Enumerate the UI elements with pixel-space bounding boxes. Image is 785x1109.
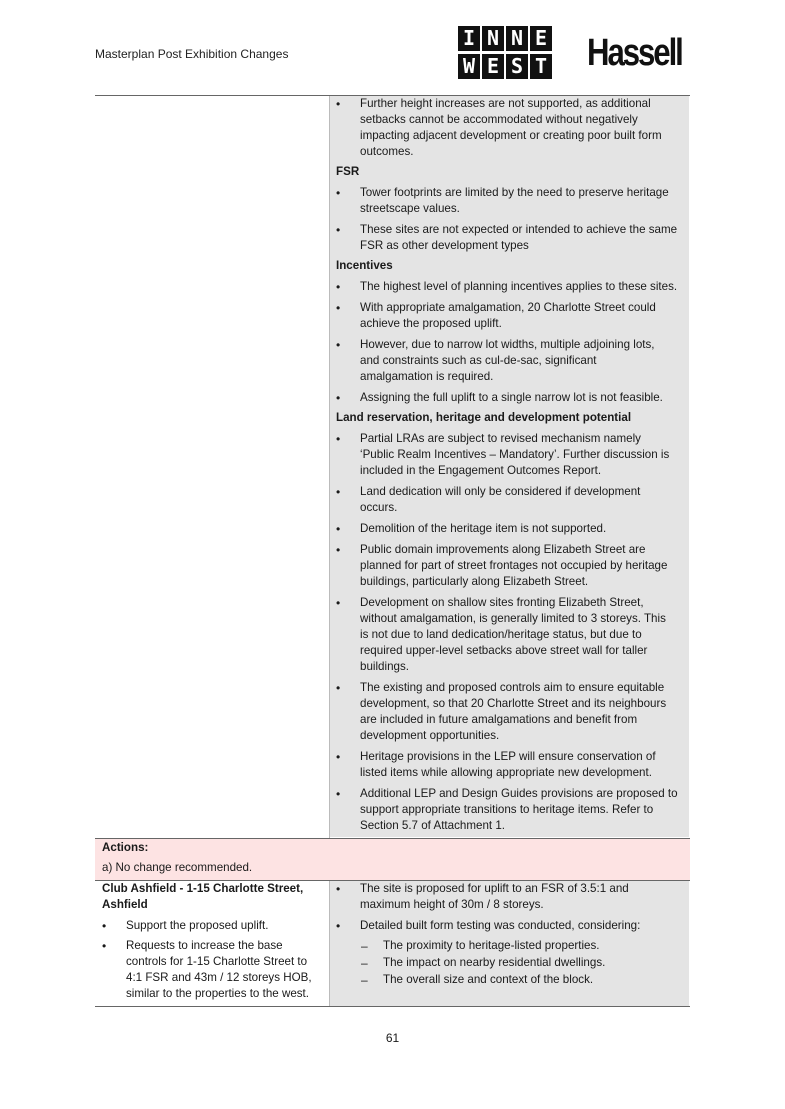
bullet-marker: • <box>336 882 341 896</box>
bullet-text-line: The highest level of planning incentives applies to these sites. <box>360 280 678 293</box>
bullet-marker: • <box>336 280 341 294</box>
bullet-text-line: Land dedication will only be considered if development <box>360 485 641 498</box>
bullet-text-line: impacting adjacent development or creating poor built form <box>360 129 662 142</box>
bullet-text-line: without amalgamation, is generally limited to 3 storeys. This <box>360 612 666 625</box>
inner-west-logo <box>458 26 554 80</box>
bullet-text-line: and constraints such as cul-de-sac, significant <box>360 354 597 367</box>
logo-row-bottom <box>458 54 554 79</box>
bullet-text-line: outcomes. <box>360 145 414 158</box>
bullet-text-line: controls for 1-15 Charlotte Street to <box>126 955 308 968</box>
bullet-marker: • <box>336 391 341 405</box>
bullet-text-line: These sites are not expected or intended to achieve the same <box>360 223 678 236</box>
sub-bullet-dash: – <box>361 939 368 953</box>
actions-heading: Actions: <box>102 841 149 854</box>
bullet-text-line: development, so that 20 Charlotte Street and its neighbours <box>360 697 667 710</box>
bullet-marker: • <box>336 750 341 764</box>
bullet-text-line: Demolition of the heritage item is not supported. <box>360 522 607 535</box>
bullet-marker: • <box>102 919 107 933</box>
actions-top-rule <box>95 838 690 839</box>
bullet-marker: • <box>336 223 341 237</box>
bullet-text-line: Requests to increase the base <box>126 939 283 952</box>
sub-bullet-text: The proximity to heritage-listed properties. <box>383 939 600 952</box>
logo-letter: T <box>530 54 552 79</box>
logo-letter: N <box>506 26 528 51</box>
bullet-text-line: required upper-level setbacks above street wall for taller <box>360 644 648 657</box>
bullet-text-line: development opportunities. <box>360 729 500 742</box>
bullet-text-line: Support the proposed uplift. <box>126 919 269 932</box>
section-heading-land: Land reservation, heritage and development potential <box>336 411 632 424</box>
hassell-logo: Hassell <box>587 32 682 74</box>
sub-bullet-dash: – <box>361 956 368 970</box>
bullet-marker: • <box>102 939 107 953</box>
bullet-text-line: streetscape values. <box>360 202 460 215</box>
bullet-marker: • <box>336 432 341 446</box>
bullet-text-line: The site is proposed for uplift to an FSR of 3.5:1 and <box>360 882 629 895</box>
bullet-text-line: included in the Engagement Outcomes Report. <box>360 464 602 477</box>
club-title-line1: Club Ashfield - 1-15 Charlotte Street, <box>102 882 304 895</box>
actions-text: a) No change recommended. <box>102 861 253 874</box>
bullet-marker: • <box>336 338 341 352</box>
sub-bullet-text: The overall size and context of the block. <box>383 973 594 986</box>
table-bottom-rule <box>95 1006 690 1007</box>
bullet-text-line: Development on shallow sites fronting Elizabeth Street, <box>360 596 644 609</box>
bullet-text-line: Heritage provisions in the LEP will ensure conservation of <box>360 750 656 763</box>
bullet-text-line: 4:1 FSR and 43m / 12 storeys HOB, <box>126 971 312 984</box>
bullet-text-line: listed items while allowing appropriate new development. <box>360 766 652 779</box>
document-header-title: Masterplan Post Exhibition Changes <box>95 47 289 61</box>
club-column-divider <box>329 881 330 1006</box>
bullet-marker: • <box>336 596 341 610</box>
bullet-text-line: Section 5.7 of Attachment 1. <box>360 819 506 832</box>
bullet-marker: • <box>336 522 341 536</box>
bullet-marker: • <box>336 301 341 315</box>
bullet-text-line: support appropriate transitions to heritage items. Refer to <box>360 803 654 816</box>
bullet-text-line: achieve the proposed uplift. <box>360 317 502 330</box>
logo-letter: E <box>530 26 552 51</box>
bullet-marker: • <box>336 543 341 557</box>
bullet-text-line: buildings. <box>360 660 409 673</box>
section-heading-fsr: FSR <box>336 165 360 178</box>
bullet-text-line: buildings, particularly along Elizabeth Street. <box>360 575 589 588</box>
bullet-text-line: Partial LRAs are subject to revised mechanism namely <box>360 432 641 445</box>
bullet-marker: • <box>336 681 341 695</box>
bullet-text-line: similar to the properties to the west. <box>126 987 310 1000</box>
logo-row-top <box>458 26 554 51</box>
bullet-text-line: amalgamation is required. <box>360 370 494 383</box>
sub-bullet-dash: – <box>361 973 368 987</box>
bullet-marker: • <box>336 97 341 111</box>
logo-letter: W <box>458 54 480 79</box>
bullet-text-line: However, due to narrow lot widths, multiple adjoining lots, <box>360 338 655 351</box>
bullet-text-line: setbacks cannot be accommodated without negatively <box>360 113 638 126</box>
bullet-text-line: The existing and proposed controls aim to ensure equitable <box>360 681 665 694</box>
column-divider <box>329 96 330 838</box>
bullet-text-line: is not due to land dedication/heritage status, but due to <box>360 628 642 641</box>
bullet-marker: • <box>336 485 341 499</box>
logo-letter: S <box>506 54 528 79</box>
bullet-marker: • <box>336 186 341 200</box>
bullet-text-line: Additional LEP and Design Guides provisions are proposed to <box>360 787 678 800</box>
logo-letter: N <box>482 26 504 51</box>
sub-bullet-text: The impact on nearby residential dwellings. <box>383 956 606 969</box>
bullet-text-line: Tower footprints are limited by the need to preserve heritage <box>360 186 669 199</box>
bullet-text-line: With appropriate amalgamation, 20 Charlotte Street could <box>360 301 656 314</box>
bullet-marker: • <box>336 919 341 933</box>
page-number: 61 <box>385 1031 400 1045</box>
bullet-text-line: Assigning the full uplift to a single narrow lot is not feasible. <box>360 391 663 404</box>
logo-letter: I <box>458 26 480 51</box>
bullet-text-line: ‘Public Realm Incentives – Mandatory’. Further discussion is <box>360 448 670 461</box>
bullet-text-line: Public domain improvements along Elizabeth Street are <box>360 543 646 556</box>
bullet-text-line: Further height increases are not supported, as additional <box>360 97 651 110</box>
bullet-marker: • <box>336 787 341 801</box>
section-heading-incentives: Incentives <box>336 259 393 272</box>
bullet-text-line: Detailed built form testing was conducted, considering: <box>360 919 641 932</box>
logo-letter: E <box>482 54 504 79</box>
bullet-text-line: are included in future amalgamations and benefit from <box>360 713 638 726</box>
club-title-line2: Ashfield <box>102 898 148 911</box>
bullet-text-line: occurs. <box>360 501 398 514</box>
bullet-text-line: FSR as other development types <box>360 239 529 252</box>
bullet-text-line: planned for part of street frontages not occupied by heritage <box>360 559 668 572</box>
bullet-text-line: maximum height of 30m / 8 storeys. <box>360 898 544 911</box>
